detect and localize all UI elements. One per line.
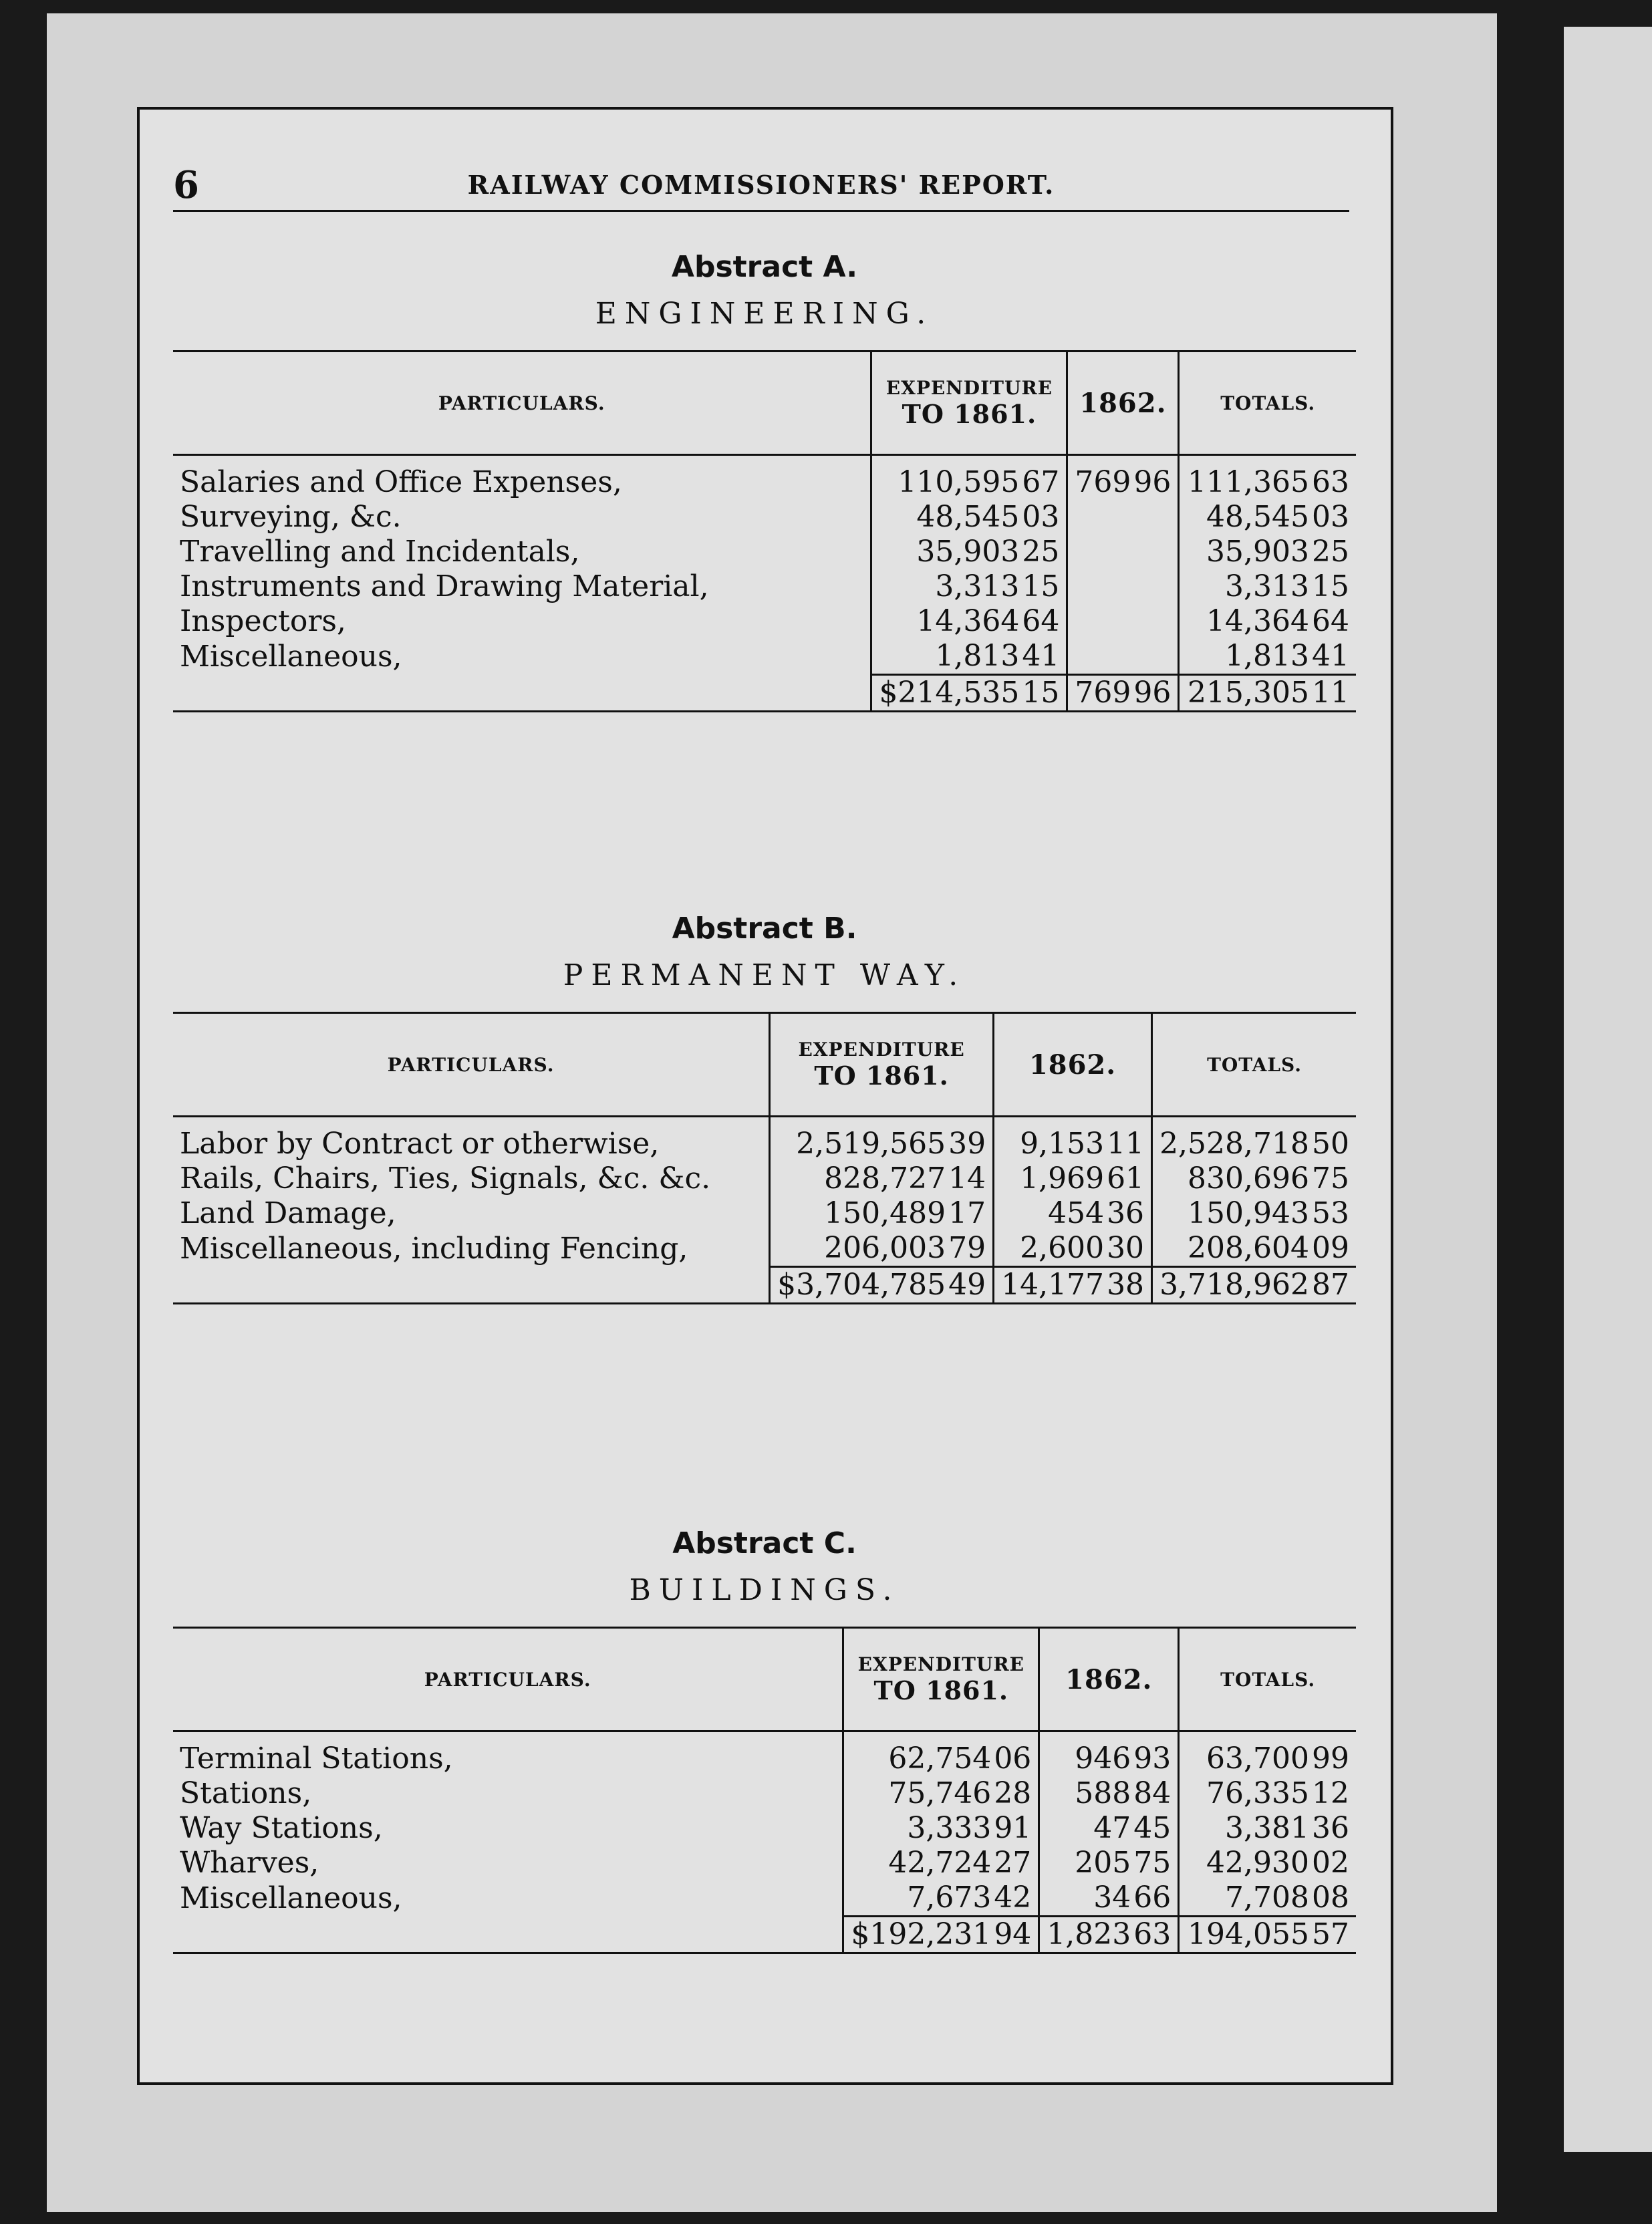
totals-cell: [1179, 639, 1356, 675]
table-row: [173, 1776, 1356, 1811]
total-expenditure-cell: [871, 675, 1067, 712]
table-row: [173, 1731, 1356, 1777]
row-label-text: Salaries and Office Expenses,: [180, 465, 622, 499]
year-1862-cell-cents: 93: [1133, 1742, 1172, 1776]
particulars-header: PARTICULARS.: [173, 1013, 770, 1117]
totals-cell-dollars: 111,365: [1188, 465, 1309, 499]
total-expenditure-cell-cents: 49: [948, 1268, 986, 1302]
abstract-a-title: Abstract A.: [671, 250, 858, 284]
expenditure-cell-cents: 17: [948, 1196, 986, 1230]
totals-cell-dollars: 3,381: [1225, 1811, 1309, 1845]
year-1862-cell-dollars: 205: [1075, 1846, 1131, 1880]
expenditure-cell: [770, 1196, 994, 1231]
grand-total-cell: [1152, 1267, 1356, 1304]
expenditure-cell-dollars: 14,364: [916, 604, 1020, 638]
total-year-1862-cell-cents: 63: [1133, 1917, 1172, 1951]
abstract-b-category: PERMANENT WAY.: [563, 958, 966, 992]
grand-total-cell-cents: 87: [1312, 1268, 1349, 1302]
year-1862-cell-cents: 45: [1133, 1811, 1172, 1845]
total-year-1862-cell-dollars: 14,177: [1001, 1268, 1105, 1302]
total-row-label-spacer: [173, 675, 871, 712]
totals-cell-cents: 75: [1312, 1161, 1349, 1196]
totals-cell-cents: 08: [1312, 1881, 1349, 1915]
row-label: [173, 1161, 770, 1196]
year-1862-cell-dollars: 47: [1093, 1811, 1131, 1845]
year-1862-cell-dollars: 9,153: [1020, 1127, 1105, 1161]
row-label-text: Instruments and Drawing Material,: [180, 569, 709, 603]
abstract-c-title: Abstract C.: [672, 1526, 857, 1560]
totals-cell-dollars: 150,943: [1188, 1196, 1309, 1230]
totals-cell: [1179, 1776, 1356, 1811]
row-label: [173, 535, 871, 569]
expenditure-header-line2: TO 1861.: [873, 1675, 1009, 1705]
total-expenditure-cell-dollars: $214,535: [879, 676, 1020, 710]
expenditure-cell-cents: 14: [948, 1161, 986, 1196]
totals-cell-dollars: 208,604: [1188, 1231, 1309, 1265]
table-row: [173, 1811, 1356, 1846]
row-label: [173, 1776, 843, 1811]
expenditure-cell-cents: 28: [994, 1776, 1032, 1810]
year-1862-cell-dollars: 769: [1075, 465, 1131, 499]
expenditure-cell-dollars: 35,903: [916, 535, 1020, 569]
total-row: [173, 675, 1356, 712]
page-number: 6: [173, 163, 199, 207]
year-1862-cell-dollars: 2,600: [1020, 1231, 1105, 1265]
expenditure-cell: [871, 535, 1067, 569]
totals-cell-cents: 02: [1312, 1846, 1349, 1880]
totals-cell: [1152, 1231, 1356, 1267]
row-label-text: Surveying, &c.: [180, 500, 402, 534]
totals-cell-cents: 53: [1312, 1196, 1349, 1230]
expenditure-cell: [770, 1161, 994, 1196]
row-label-text: Miscellaneous,: [180, 639, 402, 674]
grand-total-cell-dollars: 215,305: [1188, 676, 1309, 710]
row-label: [173, 604, 871, 639]
abstract-b-title: Abstract B.: [672, 912, 857, 946]
row-label-text: Inspectors,: [180, 604, 346, 638]
expenditure-header-line2: TO 1861.: [814, 1061, 949, 1091]
row-label-text: Travelling and Incidentals,: [180, 535, 580, 569]
expenditure-cell-cents: 64: [1022, 604, 1060, 638]
totals-cell: [1152, 1196, 1356, 1231]
totals-cell-dollars: 7,708: [1225, 1881, 1309, 1915]
abstract-a-section: [173, 250, 1356, 712]
expenditure-header: [871, 352, 1067, 455]
totals-cell: [1152, 1161, 1356, 1196]
running-title: RAILWAY COMMISSIONERS' REPORT.: [467, 170, 1055, 200]
total-expenditure-cell-cents: 15: [1022, 676, 1060, 710]
year-1862-cell: [994, 1161, 1152, 1196]
expenditure-cell: [770, 1117, 994, 1162]
totals-cell-dollars: 14,364: [1206, 604, 1309, 638]
totals-header: TOTALS.: [1179, 352, 1356, 455]
totals-cell-dollars: 76,335: [1206, 1776, 1309, 1810]
year-header: 1862.: [994, 1013, 1152, 1117]
expenditure-cell-cents: 03: [1022, 500, 1060, 534]
expenditure-cell-cents: 25: [1022, 535, 1060, 569]
year-1862-cell: [1067, 604, 1179, 639]
row-label-text: Terminal Stations,: [180, 1742, 453, 1776]
totals-cell: [1179, 604, 1356, 639]
row-label-text: Labor by Contract or otherwise,: [180, 1127, 660, 1161]
expenditure-cell: [843, 1811, 1039, 1846]
year-1862-cell-cents: 84: [1133, 1776, 1172, 1810]
year-1862-cell-cents: 36: [1107, 1196, 1145, 1230]
table-row: [173, 1881, 1356, 1917]
year-1862-cell-cents: 66: [1133, 1881, 1172, 1915]
totals-cell: [1179, 500, 1356, 535]
year-1862-cell: [1067, 535, 1179, 569]
totals-cell-dollars: 1,813: [1225, 639, 1309, 673]
totals-cell: [1179, 1881, 1356, 1917]
expenditure-cell-dollars: 7,673: [907, 1881, 992, 1915]
totals-cell: [1179, 1811, 1356, 1846]
expenditure-cell: [843, 1731, 1039, 1777]
row-label: [173, 455, 871, 501]
totals-cell-cents: 03: [1312, 500, 1349, 534]
abstract-a-table: [173, 350, 1356, 712]
particulars-header: PARTICULARS.: [173, 352, 871, 455]
totals-cell-dollars: 42,930: [1206, 1846, 1309, 1880]
year-1862-cell: [994, 1117, 1152, 1162]
row-label: [173, 639, 871, 675]
grand-total-cell-dollars: 194,055: [1188, 1917, 1309, 1951]
year-1862-cell: [1039, 1776, 1179, 1811]
row-label: [173, 1811, 843, 1846]
total-expenditure-cell-dollars: $3,704,785: [777, 1268, 946, 1302]
row-label-text: Miscellaneous,: [180, 1881, 402, 1915]
totals-cell-cents: 09: [1312, 1231, 1349, 1265]
expenditure-cell-cents: 41: [1022, 639, 1060, 673]
totals-cell: [1179, 455, 1356, 501]
year-1862-cell-dollars: 454: [1048, 1196, 1105, 1230]
grand-total-cell-cents: 57: [1312, 1917, 1349, 1951]
expenditure-cell: [770, 1231, 994, 1267]
year-1862-cell-dollars: 946: [1075, 1742, 1131, 1776]
row-label: [173, 1231, 770, 1267]
grand-total-cell-dollars: 3,718,962: [1159, 1268, 1309, 1302]
expenditure-cell-dollars: 3,313: [935, 569, 1020, 603]
abstract-b-rows: [173, 1117, 1356, 1304]
report-page: [137, 107, 1393, 2085]
expenditure-cell: [871, 569, 1067, 604]
year-1862-cell: [994, 1231, 1152, 1267]
expenditure-cell: [843, 1881, 1039, 1917]
expenditure-cell-dollars: 206,003: [824, 1231, 946, 1265]
row-label: [173, 1731, 843, 1777]
expenditure-cell-dollars: 3,333: [907, 1811, 992, 1845]
row-label-text: Way Stations,: [180, 1811, 383, 1845]
table-row: [173, 639, 1356, 675]
totals-cell: [1152, 1117, 1356, 1162]
totals-cell-cents: 99: [1312, 1742, 1349, 1776]
totals-cell-cents: 41: [1312, 639, 1349, 673]
expenditure-header-line1: EXPENDITURE: [885, 377, 1053, 399]
expenditure-cell-cents: 67: [1022, 465, 1060, 499]
row-label: [173, 1881, 843, 1917]
row-label-text: Stations,: [180, 1776, 312, 1810]
row-label: [173, 569, 871, 604]
total-year-1862-cell: [1067, 675, 1179, 712]
abstract-a-category: ENGINEERING.: [595, 297, 934, 331]
table-row: [173, 1161, 1356, 1196]
year-1862-cell: [994, 1196, 1152, 1231]
page-header: [173, 163, 1349, 212]
totals-cell-dollars: 35,903: [1206, 535, 1309, 569]
expenditure-cell-dollars: 150,489: [824, 1196, 946, 1230]
table-row: [173, 535, 1356, 569]
year-1862-cell: [1067, 569, 1179, 604]
total-year-1862-cell-cents: 38: [1107, 1268, 1145, 1302]
total-expenditure-cell-dollars: $192,231: [851, 1917, 992, 1951]
year-1862-cell-dollars: 588: [1075, 1776, 1131, 1810]
year-1862-cell: [1039, 1881, 1179, 1917]
total-year-1862-cell-cents: 96: [1133, 676, 1172, 710]
expenditure-cell: [843, 1846, 1039, 1881]
expenditure-cell-cents: 42: [994, 1881, 1032, 1915]
totals-cell-cents: 25: [1312, 535, 1349, 569]
abstract-c-table: [173, 1627, 1356, 1954]
expenditure-cell-dollars: 62,754: [888, 1742, 992, 1776]
year-1862-cell: [1067, 500, 1179, 535]
row-label-text: Rails, Chairs, Ties, Signals, &c. &c.: [180, 1161, 711, 1196]
expenditure-cell-dollars: 42,724: [888, 1846, 992, 1880]
particulars-header: PARTICULARS.: [173, 1628, 843, 1731]
totals-cell: [1179, 535, 1356, 569]
abstract-a-rows: [173, 455, 1356, 712]
grand-total-cell-cents: 11: [1312, 676, 1349, 710]
year-1862-cell: [1067, 455, 1179, 501]
row-label-text: Wharves,: [180, 1846, 319, 1880]
row-label-text: Land Damage,: [180, 1196, 396, 1230]
abstract-b-section: [173, 912, 1356, 1304]
row-label-text: Miscellaneous, including Fencing,: [180, 1231, 688, 1266]
year-1862-cell-cents: 30: [1107, 1231, 1145, 1265]
totals-cell-dollars: 48,545: [1206, 500, 1309, 534]
expenditure-cell-dollars: 75,746: [888, 1776, 992, 1810]
total-row: [173, 1917, 1356, 1953]
expenditure-cell-dollars: 48,545: [916, 500, 1020, 534]
abstract-c-section: [173, 1526, 1356, 1954]
row-label: [173, 1196, 770, 1231]
total-year-1862-cell: [1039, 1917, 1179, 1953]
table-row: [173, 455, 1356, 501]
year-1862-cell-cents: 75: [1133, 1846, 1172, 1880]
expenditure-cell: [871, 639, 1067, 675]
expenditure-header-line1: EXPENDITURE: [857, 1653, 1024, 1675]
totals-cell-dollars: 2,528,718: [1159, 1127, 1309, 1161]
expenditure-cell: [871, 455, 1067, 501]
expenditure-cell-cents: 91: [994, 1811, 1032, 1845]
year-1862-cell-dollars: 34: [1093, 1881, 1131, 1915]
totals-cell-cents: 64: [1312, 604, 1349, 638]
expenditure-cell-dollars: 1,813: [935, 639, 1020, 673]
expenditure-cell-cents: 06: [994, 1742, 1032, 1776]
total-expenditure-cell: [843, 1917, 1039, 1953]
row-label: [173, 1117, 770, 1162]
totals-cell-cents: 36: [1312, 1811, 1349, 1845]
totals-cell-cents: 15: [1312, 569, 1349, 603]
table-row: [173, 1231, 1356, 1267]
row-label: [173, 1846, 843, 1881]
total-row-label-spacer: [173, 1267, 770, 1304]
year-1862-cell-cents: 61: [1107, 1161, 1145, 1196]
year-header: 1862.: [1067, 352, 1179, 455]
year-1862-cell-dollars: 1,969: [1020, 1161, 1105, 1196]
table-row: [173, 1117, 1356, 1162]
table-row: [173, 604, 1356, 639]
row-label: [173, 500, 871, 535]
expenditure-cell-cents: 39: [948, 1127, 986, 1161]
abstract-c-category: BUILDINGS.: [629, 1573, 900, 1607]
expenditure-header-line2: TO 1861.: [902, 399, 1037, 429]
year-1862-cell-cents: 11: [1107, 1127, 1145, 1161]
abstract-b-table: [173, 1012, 1356, 1304]
totals-cell: [1179, 1731, 1356, 1777]
year-header: 1862.: [1039, 1628, 1179, 1731]
total-expenditure-cell: [770, 1267, 994, 1304]
total-year-1862-cell: [994, 1267, 1152, 1304]
total-year-1862-cell-dollars: 1,823: [1047, 1917, 1131, 1951]
totals-cell: [1179, 1846, 1356, 1881]
totals-cell-dollars: 3,313: [1225, 569, 1309, 603]
totals-header: TOTALS.: [1152, 1013, 1356, 1117]
year-1862-cell: [1039, 1731, 1179, 1777]
year-1862-cell: [1039, 1811, 1179, 1846]
table-row: [173, 569, 1356, 604]
adjacent-page-edge: [1564, 27, 1652, 2152]
expenditure-cell: [843, 1776, 1039, 1811]
expenditure-header-line1: EXPENDITURE: [798, 1038, 965, 1061]
totals-cell-cents: 12: [1312, 1776, 1349, 1810]
total-row-label-spacer: [173, 1917, 843, 1953]
abstract-c-rows: [173, 1731, 1356, 1953]
totals-cell: [1179, 569, 1356, 604]
totals-header: TOTALS.: [1179, 1628, 1356, 1731]
year-1862-cell: [1039, 1846, 1179, 1881]
grand-total-cell: [1179, 675, 1356, 712]
total-year-1862-cell-dollars: 769: [1075, 676, 1131, 710]
table-row: [173, 1846, 1356, 1881]
year-1862-cell-cents: 96: [1133, 465, 1172, 499]
table-row: [173, 1196, 1356, 1231]
totals-cell-dollars: 830,696: [1188, 1161, 1309, 1196]
totals-cell-dollars: 63,700: [1206, 1742, 1309, 1776]
grand-total-cell: [1179, 1917, 1356, 1953]
expenditure-cell-dollars: 828,727: [824, 1161, 946, 1196]
expenditure-header: [770, 1013, 994, 1117]
year-1862-cell: [1067, 639, 1179, 675]
totals-cell-cents: 50: [1312, 1127, 1349, 1161]
total-row: [173, 1267, 1356, 1304]
table-row: [173, 500, 1356, 535]
expenditure-header: [843, 1628, 1039, 1731]
expenditure-cell: [871, 604, 1067, 639]
expenditure-cell-cents: 79: [948, 1231, 986, 1265]
total-expenditure-cell-cents: 94: [994, 1917, 1032, 1951]
expenditure-cell: [871, 500, 1067, 535]
expenditure-cell-dollars: 2,519,565: [796, 1127, 946, 1161]
expenditure-cell-cents: 15: [1022, 569, 1060, 603]
expenditure-cell-dollars: 110,595: [898, 465, 1020, 499]
expenditure-cell-cents: 27: [994, 1846, 1032, 1880]
totals-cell-cents: 63: [1312, 465, 1349, 499]
